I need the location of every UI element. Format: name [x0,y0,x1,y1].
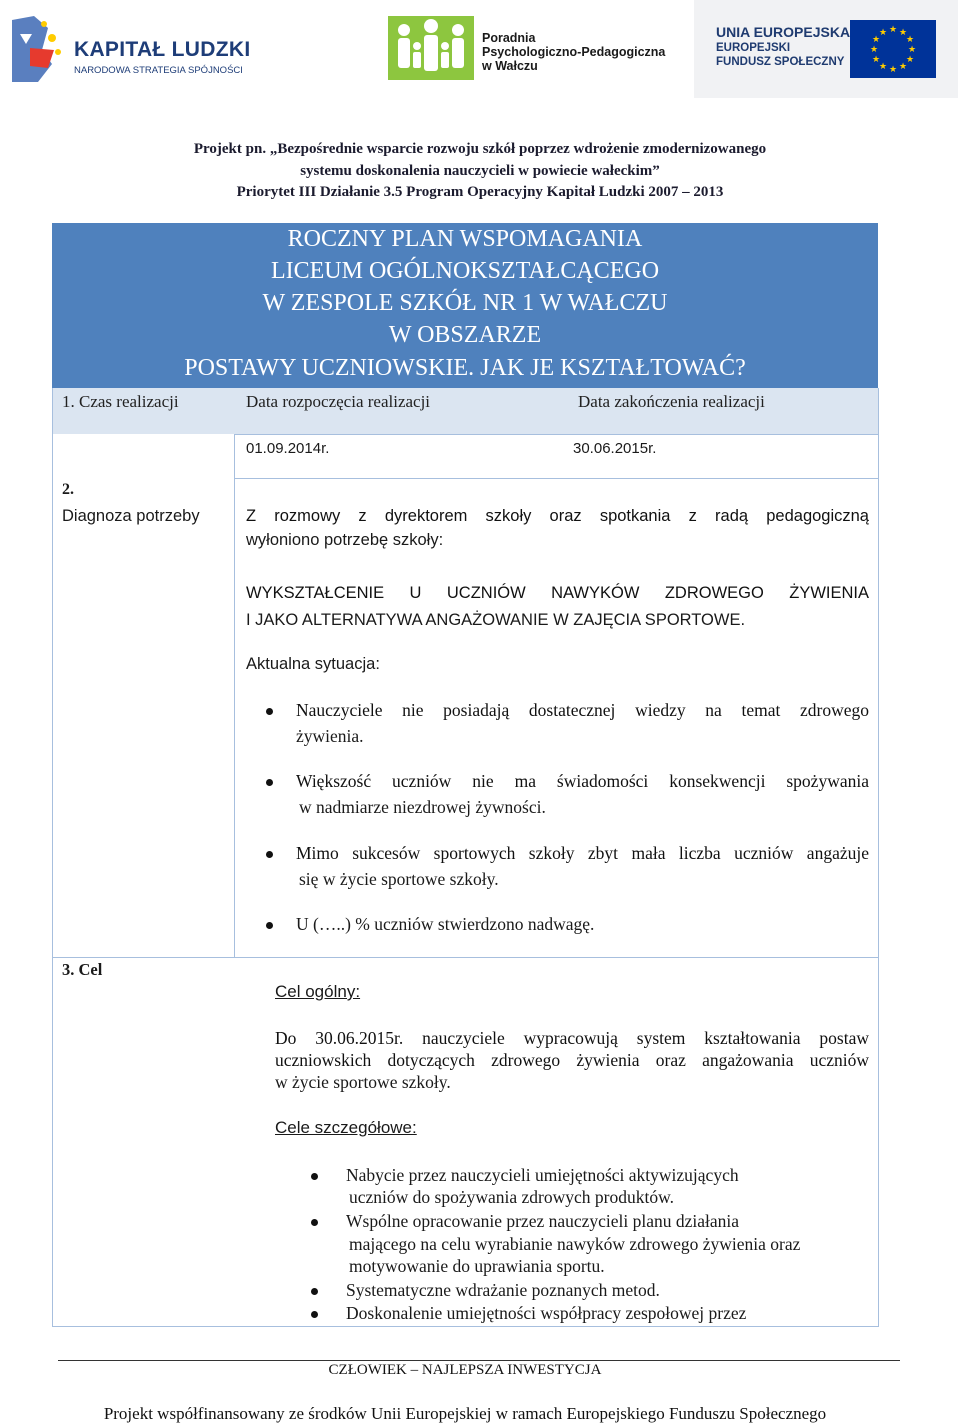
svg-text:★: ★ [871,55,881,65]
general-goal-line-1: Do 30.06.2015r. nauczyciele wypracowują system kształtowania postaw [275,1028,869,1048]
eu-line2: EUROPEJSKI [716,42,791,54]
svg-text:★: ★ [898,28,908,38]
start-date-header: Data rozpoczęcia realizacji [246,392,431,411]
school-need-line-2: I JAKO ALTERNATYWA ANGAŻOWANIE W ZAJĘCIA SPORTOWE. [246,611,746,629]
kapital-ludzki-logo [8,12,251,84]
kapital-ludzki-emblem-icon [8,12,70,84]
svg-text:★: ★ [878,28,888,38]
footer-rule [58,1360,900,1361]
end-date-header: Data zakończenia realizacji [578,392,765,411]
plan-title-line-4: W OBSZARZE [388,322,542,348]
situation-item-1-line-1: Nauczyciele nie posiadają dostatecznej wiedzy na temat zdrowego [296,700,869,720]
current-situation-label: Aktualna sytuacja: [246,655,380,673]
plan-title-line-2: LICEUM OGÓLNOKSZTAŁCĄCEGO [270,258,660,284]
footer-funding-note: Projekt współfinansowany ze środków Unii Europejskiej w ramach Europejskiego Funduszu Społecznego [103,1404,827,1423]
svg-text:★: ★ [869,45,879,55]
situation-item-4: U (…..) % uczniów stwierdzono nadwagę. [296,914,595,934]
diagnosis-intro-line-1: Z rozmowy z dyrektorem szkoły oraz spotkania z radą pedagogiczną [246,507,869,525]
kapital-ludzki-title: KAPITAŁ LUDZKI [74,38,251,61]
specific-goal-2-line-1: Wspólne opracowanie przez nauczycieli planu działania [346,1211,740,1231]
specific-goal-2-line-3: motywowanie do uprawiania sportu. [349,1256,605,1276]
general-goal-line-3: w życie sportowe szkoły. [275,1072,451,1092]
plan-title-line-1: ROCZNY PLAN WSPOMAGANIA [287,226,643,252]
section3-divider [52,957,878,958]
specific-goal-2-line-2: mającego na celu wyrabianie nawyków zdrowego żywienia oraz [349,1234,801,1254]
section1-label: 1. Czas realizacji [62,392,179,411]
plan-title-line-3: W ZESPOLE SZKÓŁ NR 1 W WAŁCZU [262,290,668,316]
situation-item-3-line-2: się w życie sportowe szkoły. [299,869,499,889]
poradnia-line1: Poradnia [482,31,536,45]
project-line-3: Priorytet III Działanie 3.5 Program Operacyjny Kapitał Ludzki 2007 – 2013 [236,184,724,200]
people-family-icon [388,16,474,80]
situation-item-2-line-2: w nadmiarze niezdrowej żywności. [299,797,546,817]
bullet-dot [266,779,273,786]
table-left-border [52,388,53,1327]
eu-flag-icon [850,20,936,78]
footer-slogan: CZŁOWIEK – NAJLEPSZA INWESTYCJA [328,1362,602,1378]
plan-title-block [52,223,878,388]
bullet-dot [311,1173,318,1180]
bullet-dot [311,1219,318,1226]
specific-goals-label: Cele szczegółowe: [275,1118,417,1137]
bullet-dot [266,708,273,715]
svg-text:★: ★ [907,45,917,55]
section2-label: Diagnoza potrzeby [62,507,200,525]
section3-label: 3. Cel [62,960,103,979]
bullet-dot [266,851,273,858]
table-right-border [878,388,879,1327]
svg-text:★: ★ [888,65,898,75]
table-bottom-border [52,1326,879,1327]
project-line-2: systemu doskonalenia nauczycieli w powiecie wałeckim” [300,163,660,179]
kapital-ludzki-subtitle: NARODOWA STRATEGIA SPÓJNOŚCI [74,65,243,76]
svg-text:★: ★ [905,35,915,45]
situation-item-2-line-1: Większość uczniów nie ma świadomości konsekwencji spożywania [296,771,869,791]
bullet-dot [311,1288,318,1295]
poradnia-logo [388,16,666,82]
eu-line3: FUNDUSZ SPOŁECZNY [716,56,845,68]
start-date-value: 01.09.2014r. [246,440,330,457]
plan-title-line-5: POSTAWY UCZNIOWSKIE. JAK JE KSZTAŁTOWAĆ? [184,355,746,381]
eu-logo [694,0,958,98]
end-date-value: 30.06.2015r. [573,440,657,457]
svg-text:★: ★ [898,62,908,72]
general-goal-label: Cel ogólny: [275,982,361,1001]
poradnia-line3: w Wałczu [482,59,538,73]
svg-text:★: ★ [871,35,881,45]
general-goal-line-2: uczniowskich dotyczących zdrowego żywienia oraz angażowania uczniów [275,1050,869,1070]
diagnosis-intro-line-2: wyłoniono potrzebę szkoły: [246,531,444,549]
svg-text:★: ★ [878,62,888,72]
bullet-dot [266,922,273,929]
section2-divider [234,478,878,479]
project-line-1: Projekt pn. „Bezpośrednie wsparcie rozwoju szkół poprzez wdrożenie zmodernizowanego [193,141,767,157]
svg-text:★: ★ [905,55,915,65]
specific-goal-4: Doskonalenie umiejętności współpracy zespołowej przez [346,1303,747,1323]
specific-goal-3: Systematyczne wdrażanie poznanych metod. [346,1280,660,1300]
situation-item-1-line-2: żywienia. [296,726,364,746]
section1-divider [234,434,878,435]
table-column-divider [234,434,235,957]
specific-goal-1-line-2: uczniów do spożywania zdrowych produktów. [349,1187,674,1207]
eu-line1: UNIA EUROPEJSKA [716,24,851,40]
situation-item-3-line-1: Mimo sukcesów sportowych szkoły zbyt mała liczba uczniów angażuje [296,843,869,863]
school-need-line-1: WYKSZTAŁCENIE U UCZNIÓW NAWYKÓW ZDROWEGO ŻYWIENIA [246,584,869,602]
bullet-dot [311,1311,318,1318]
svg-text:★: ★ [888,25,898,35]
specific-goal-1-line-1: Nabycie przez nauczycieli umiejętności aktywizujących [346,1165,739,1185]
poradnia-line2: Psychologiczno-Pedagogiczna [482,45,666,59]
section2-label-number: 2. [62,481,74,498]
